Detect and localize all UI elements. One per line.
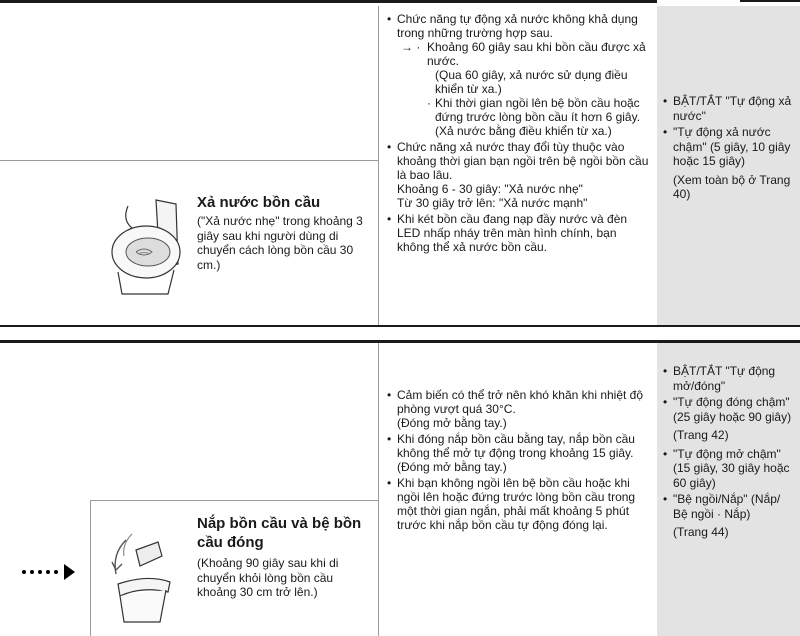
lid-row-divider <box>90 500 378 501</box>
flush-row-divider <box>0 160 378 161</box>
flush-title: Xả nước bồn cầu <box>197 194 321 211</box>
lid-left-divider <box>90 500 91 636</box>
lid-note-3: • Khi bạn không ngồi lên bệ bồn cầu hoặc khi ngồi lên hoặc đứng trước lòng bồn cầu trong một thời gian ngắn, phải mất khoảng 5 phút trước khi nắp bồn cầu tự động đóng lại. <box>387 476 652 532</box>
lid-description: (Khoảng 90 giây sau khi di chuyển khỏi lòng bồn cầu khoảng 30 cm trở lên.) <box>197 556 339 599</box>
flush-side-item-2: • "Tự động xả nước chậm" (5 giây, 10 giây hoặc 15 giây) <box>663 125 795 169</box>
flush-side-notes <box>663 94 795 206</box>
lid-note-2: • Khi đóng nắp bồn cầu bằng tay, nắp bồn cầu không thể mở tự động trong khoảng 15 giây. (Đóng mở bằng tay.) <box>387 432 652 474</box>
flush-bottom-rule <box>0 325 800 327</box>
flush-side-ref: (Xem toàn bộ ở Trang 40) <box>673 172 791 201</box>
top-rule <box>0 0 657 3</box>
lid-side-ref-1: (Trang 42) <box>673 428 729 442</box>
toilet-lid-illustration <box>96 520 176 630</box>
flush-note-1: • Chức năng tự động xả nước không khả dụng trong những trường hợp sau. → · Khoảng 60 giây sau khi bồn cầu được xả nước. (Qua 60 giây, xả nước sử dụng điều khiển từ xa.) · Khi thời gian ngồi lên bệ bồn cầu hoặc đứng trước lòng bồn cầu ít hơn 6 giây. (Xả nước bằng điều khiển từ xa.) <box>387 12 652 138</box>
lid-side-item-1: • BẬT/TẮT "Tự động mở/đóng" <box>663 364 795 393</box>
arrow-icon: → · <box>401 40 421 54</box>
top-rule-right <box>740 0 800 2</box>
lid-side-item-2: • "Tự động đóng chậm" (25 giây hoặc 90 giây) <box>663 395 795 424</box>
lid-side-item-4: • "Bệ ngồi/Nắp" (Nắp/ Bệ ngồi · Nắp) <box>663 492 795 521</box>
lid-side-item-3: • "Tự động mở chậm" (15 giây, 30 giây hoặc 60 giây) <box>663 447 795 491</box>
lid-note-1: • Cảm biến có thể trở nên khó khăn khi nhiệt độ phòng vượt quá 30°C. (Đóng mở bằng tay.) <box>387 388 652 430</box>
lid-notes <box>387 388 652 534</box>
lid-side-notes <box>663 364 795 544</box>
toilet-flush-illustration <box>98 194 184 300</box>
flush-note-2: • Chức năng xả nước thay đổi tùy thuộc vào khoảng thời gian bạn ngồi trên bệ ngồi bồn cầu là bao lâu. Khoảng 6 - 30 giây: "Xả nước nhẹ" Từ 30 giây trở lên: "Xả nước mạnh" <box>387 140 652 210</box>
flush-side-item-1: • BẬT/TẮT "Tự động xả nước" <box>663 94 795 123</box>
lid-side-ref-2: (Trang 44) <box>673 525 729 539</box>
lid-title: Nắp bồn cầu và bệ bồn cầu đóng <box>197 515 362 551</box>
lid-col-divider <box>378 343 379 636</box>
flush-col-divider <box>378 6 379 326</box>
flush-notes <box>387 12 652 256</box>
flush-description: ("Xả nước nhẹ" trong khoảng 3 giây sau khi người dùng di chuyển cách lòng bồn cầu 30 cm.) <box>197 214 363 272</box>
flush-note-3: • Khi két bồn cầu đang nạp đầy nước và đèn LED nhấp nháy trên màn hình chính, bạn không thể xả nước bồn cầu. <box>387 212 652 254</box>
section-pointer-arrow <box>22 564 75 580</box>
